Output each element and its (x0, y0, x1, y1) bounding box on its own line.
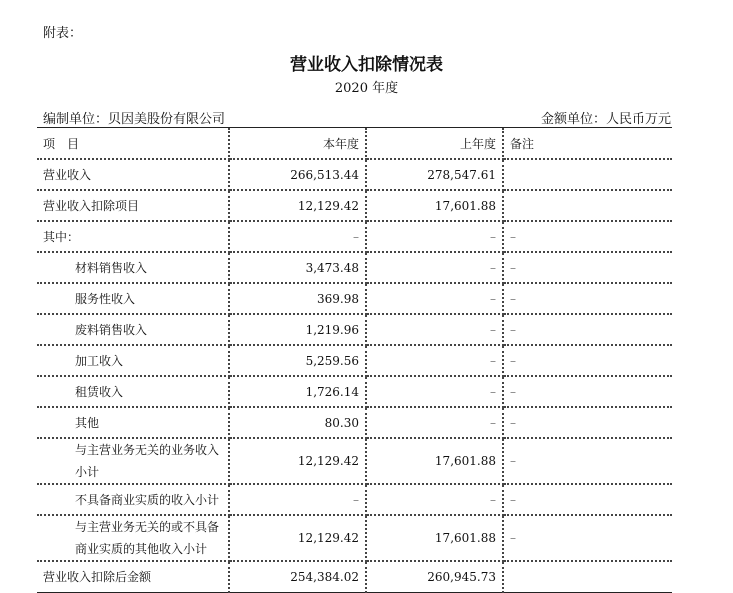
row-note: – (503, 376, 672, 407)
table-row (37, 314, 672, 345)
row-note: – (503, 345, 672, 376)
table-row (37, 345, 672, 376)
table-row (37, 376, 672, 407)
column-header-item: 项 目 (37, 128, 229, 159)
report-title: 营业收入扣除情况表 (290, 55, 443, 75)
row-current: 80.30 (229, 407, 366, 438)
row-item: 加工收入 (37, 345, 229, 376)
row-previous: 278,547.61 (366, 159, 503, 190)
row-note: – (503, 515, 672, 561)
row-item: 材料销售收入 (37, 252, 229, 283)
row-item: 营业收入 (37, 159, 229, 190)
table-row (37, 561, 672, 592)
row-item: 营业收入扣除后金额 (37, 561, 229, 592)
row-note: – (503, 484, 672, 515)
row-previous: – (366, 484, 503, 515)
row-note (503, 159, 672, 190)
row-item: 服务性收入 (37, 283, 229, 314)
row-current: 266,513.44 (229, 159, 366, 190)
row-note: – (503, 438, 672, 484)
currency-unit-label: 金额单位：人民币万元 (540, 112, 671, 127)
row-previous: 17,601.88 (366, 515, 503, 561)
table-row (37, 283, 672, 314)
row-item: 其他 (37, 407, 229, 438)
column-header-previous-year: 上年度 (366, 128, 503, 159)
table-row (37, 159, 672, 190)
row-note: – (503, 221, 672, 252)
row-note (503, 190, 672, 221)
row-item: 不具备商业实质的收入小计 (37, 484, 229, 515)
row-previous: 17,601.88 (366, 438, 503, 484)
table-row (37, 438, 672, 484)
revenue-deduction-table (37, 128, 672, 593)
row-current: 3,473.48 (229, 252, 366, 283)
row-item: 租赁收入 (37, 376, 229, 407)
row-note (503, 561, 672, 592)
table-row (37, 484, 672, 515)
row-current: 1,219.96 (229, 314, 366, 345)
row-previous: – (366, 283, 503, 314)
table-row (37, 221, 672, 252)
table-row (37, 407, 672, 438)
row-previous: – (366, 252, 503, 283)
row-current: – (229, 484, 366, 515)
row-current: 1,726.14 (229, 376, 366, 407)
table-header-row (37, 128, 672, 159)
row-note: – (503, 407, 672, 438)
table-row (37, 515, 672, 561)
row-item: 废料销售收入 (37, 314, 229, 345)
column-header-current-year: 本年度 (229, 128, 366, 159)
column-header-note: 备注 (503, 128, 672, 159)
row-item: 其中： (37, 221, 229, 252)
row-current: – (229, 221, 366, 252)
row-previous: – (366, 407, 503, 438)
row-note: – (503, 252, 672, 283)
attachment-label: 附表： (43, 26, 83, 41)
row-current: 369.98 (229, 283, 366, 314)
table-row (37, 252, 672, 283)
row-note: – (503, 283, 672, 314)
row-previous: 260,945.73 (366, 561, 503, 592)
row-current: 12,129.42 (229, 190, 366, 221)
company-label: 编制单位：贝因美股份有限公司 (43, 112, 226, 127)
row-previous: – (366, 221, 503, 252)
row-item: 营业收入扣除项目 (37, 190, 229, 221)
row-current: 12,129.42 (229, 438, 366, 484)
row-current: 254,384.02 (229, 561, 366, 592)
row-previous: – (366, 314, 503, 345)
table-row (37, 190, 672, 221)
row-note: – (503, 314, 672, 345)
row-previous: – (366, 345, 503, 376)
row-current: 5,259.56 (229, 345, 366, 376)
report-year: 2020 年度 (334, 81, 399, 96)
row-previous: 17,601.88 (366, 190, 503, 221)
row-current: 12,129.42 (229, 515, 366, 561)
row-item: 与主营业务无关的业务收入小计 (37, 438, 229, 484)
row-previous: – (366, 376, 503, 407)
row-item: 与主营业务无关的或不具备商业实质的其他收入小计 (37, 515, 229, 561)
